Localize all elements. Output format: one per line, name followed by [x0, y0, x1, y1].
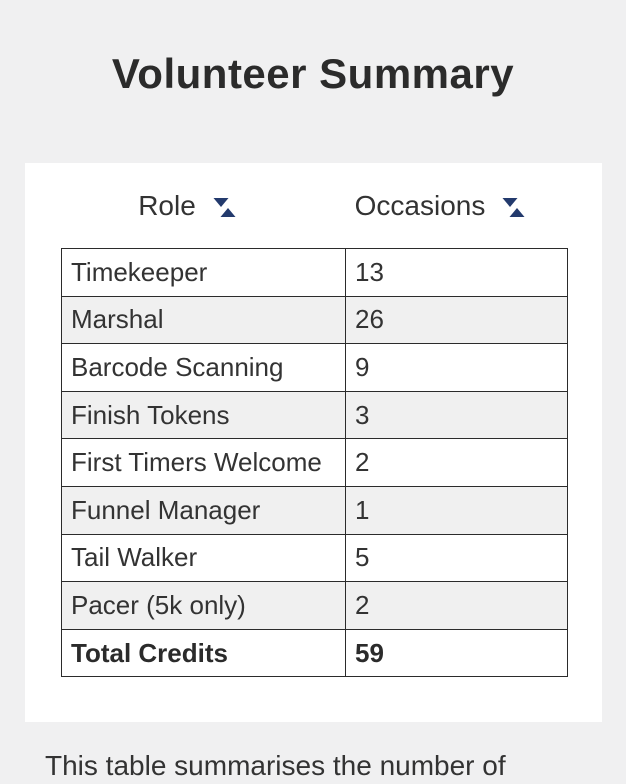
role-cell: Barcode Scanning [62, 344, 346, 392]
table-row-total [62, 629, 568, 677]
table-row [62, 486, 568, 534]
volunteer-summary-table [61, 248, 568, 677]
total-credits-value: 59 [346, 629, 568, 677]
summary-description: This table summarises the number of [45, 750, 506, 781]
table-row [62, 296, 568, 344]
column-header-role-label: Role [138, 189, 196, 221]
table-row [62, 534, 568, 582]
table-row [62, 439, 568, 487]
sort-icon[interactable] [501, 197, 526, 218]
role-cell: First Timers Welcome [62, 439, 346, 487]
total-credits-label: Total Credits [62, 629, 346, 677]
occasions-cell: 2 [346, 582, 568, 630]
occasions-cell: 2 [346, 439, 568, 487]
column-header-occasions-label: Occasions [354, 189, 486, 221]
page-title: Volunteer Summary [111, 50, 515, 97]
table-row [62, 249, 568, 297]
column-header-occasions[interactable] [314, 163, 567, 248]
occasions-cell: 3 [346, 391, 568, 439]
occasions-cell: 1 [346, 486, 568, 534]
table-header-row [61, 163, 567, 248]
occasions-cell: 13 [346, 249, 568, 297]
table-row [62, 582, 568, 630]
role-cell: Finish Tokens [62, 391, 346, 439]
volunteer-summary-card [25, 163, 602, 722]
table-row [62, 344, 568, 392]
role-cell: Pacer (5k only) [62, 582, 346, 630]
occasions-cell: 9 [346, 344, 568, 392]
table-row [62, 391, 568, 439]
sort-icon[interactable] [212, 197, 237, 218]
occasions-cell: 26 [346, 296, 568, 344]
column-header-role[interactable] [61, 163, 314, 248]
role-cell: Timekeeper [62, 249, 346, 297]
occasions-cell: 5 [346, 534, 568, 582]
role-cell: Tail Walker [62, 534, 346, 582]
role-cell: Marshal [62, 296, 346, 344]
volunteer-table-body [62, 249, 568, 677]
role-cell: Funnel Manager [62, 486, 346, 534]
